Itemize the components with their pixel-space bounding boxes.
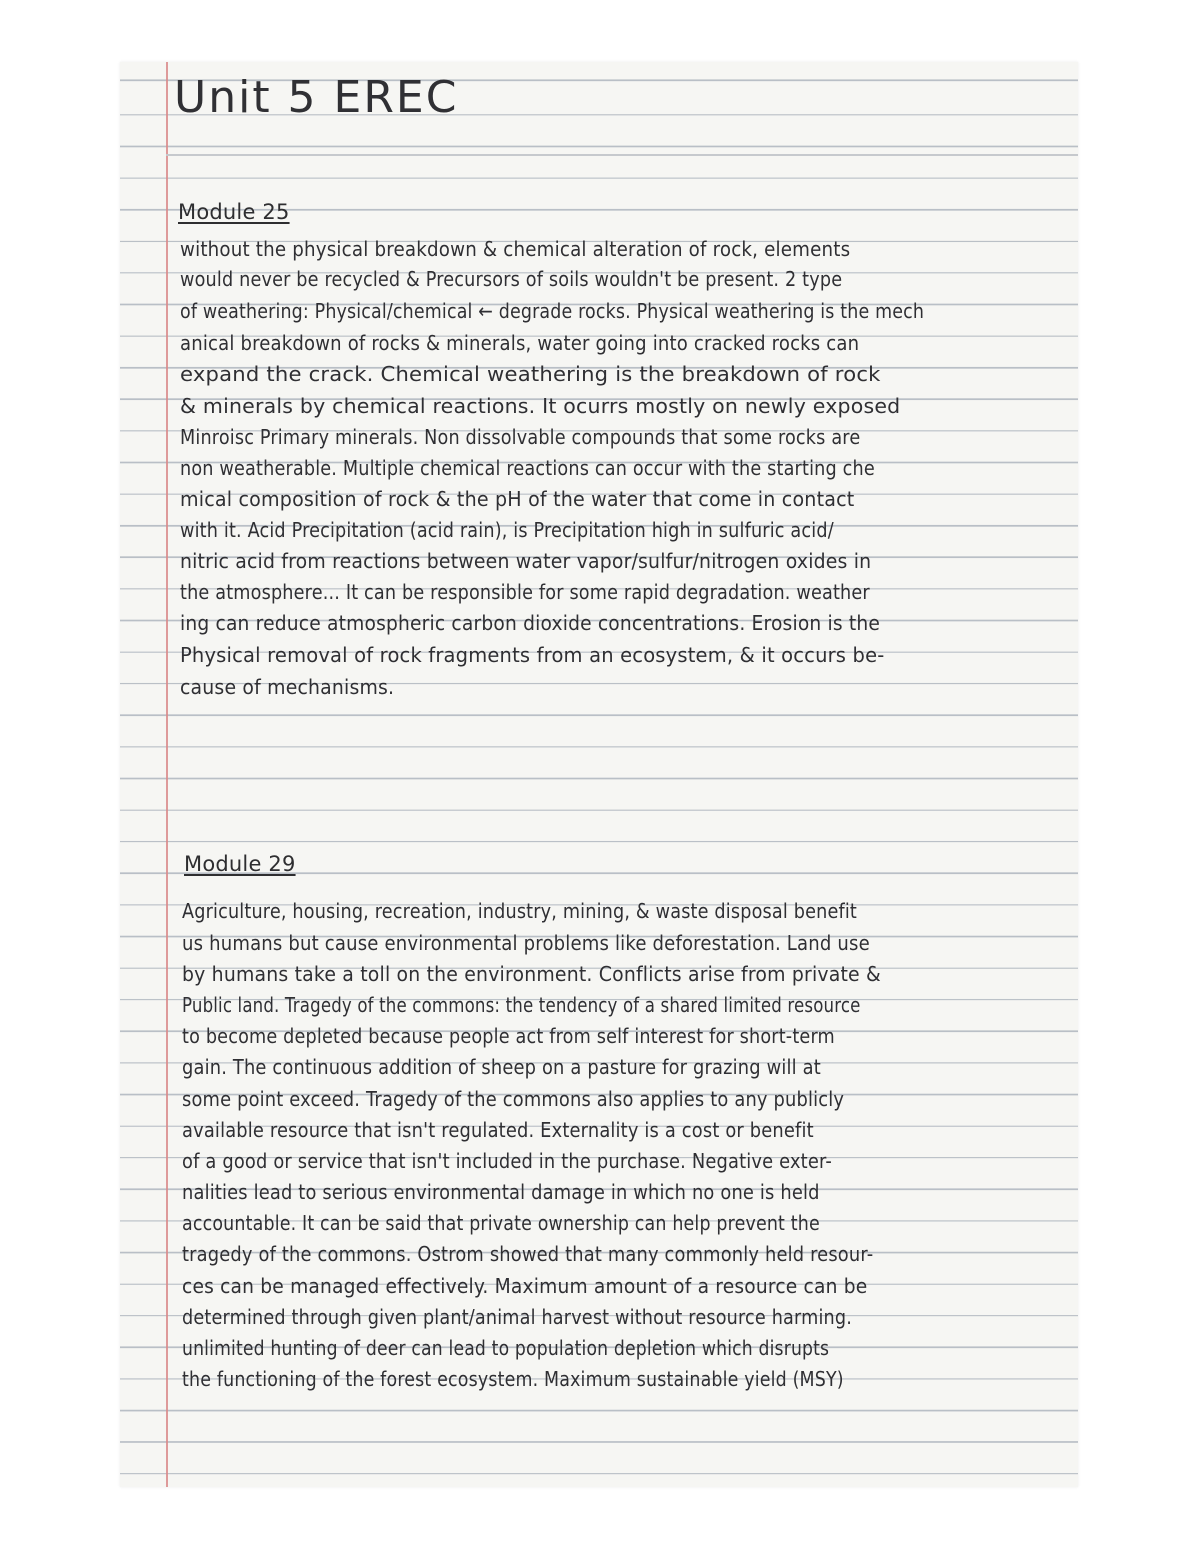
module-29-line: some point exceed. Tragedy of the commons also applies to any publicly <box>182 1087 845 1111</box>
module-29-line: by humans take a toll on the environment. Conflicts arise from private & <box>182 962 881 986</box>
module-25-line: without the physical breakdown & chemical alteration of rock, elements <box>180 237 851 261</box>
module-29-line: of a good or service that isn't included in the purchase. Negative exter- <box>182 1149 832 1173</box>
module-29-line: unlimited hunting of deer can lead to population depletion which disrupts <box>182 1336 830 1360</box>
module-29-line: to become depleted because people act from self interest for short-term <box>182 1024 835 1048</box>
module-25-line: & minerals by chemical reactions. It ocurrs mostly on newly exposed <box>180 394 901 418</box>
header-divider <box>166 154 1078 156</box>
module-25-line: the atmosphere... It can be responsible for some rapid degradation. weather <box>180 580 870 604</box>
notebook-page <box>120 62 1078 1487</box>
module-29-line: ces can be managed effectively. Maximum amount of a resource can be <box>182 1274 868 1298</box>
module-29-line: gain. The continuous addition of sheep on a pasture for grazing will at <box>182 1055 821 1079</box>
module-25-line: nitric acid from reactions between water vapor/sulfur/nitrogen oxides in <box>180 549 872 573</box>
module-25-line: Minroisc Primary minerals. Non dissolvable compounds that some rocks are <box>180 425 861 449</box>
module-29-line: us humans but cause environmental problems like deforestation. Land use <box>182 931 870 955</box>
module-25-line: expand the crack. Chemical weathering is the breakdown of rock <box>180 362 881 386</box>
module-25-line: anical breakdown of rocks & minerals, water going into cracked rocks can <box>180 331 860 355</box>
module-25-line: mical composition of rock & the pH of the water that come in contact <box>180 487 855 511</box>
module-29-heading: Module 29 <box>184 852 296 876</box>
module-29-line: Public land. Tragedy of the commons: the tendency of a shared limited resource <box>182 993 861 1017</box>
module-25-line: with it. Acid Precipitation (acid rain), is Precipitation high in sulfuric acid/ <box>180 518 834 542</box>
module-29-line: nalities lead to serious environmental damage in which no one is held <box>182 1180 820 1204</box>
module-25-line: non weatherable. Multiple chemical reactions can occur with the starting che <box>180 456 875 480</box>
module-25-line: Physical removal of rock fragments from an ecosystem, & it occurs be- <box>180 643 885 667</box>
module-29-line: tragedy of the commons. Ostrom showed that many commonly held resour- <box>182 1242 874 1266</box>
module-29-line: determined through given plant/animal harvest without resource harming. <box>182 1305 853 1329</box>
page-title: Unit 5 EREC <box>174 72 459 123</box>
red-margin-line <box>166 62 168 1487</box>
module-29-line: Agriculture, housing, recreation, industry, mining, & waste disposal benefit <box>182 899 858 923</box>
module-25-line: of weathering: Physical/chemical ← degrade rocks. Physical weathering is the mech <box>180 299 925 323</box>
module-25-line: cause of mechanisms. <box>180 675 395 699</box>
module-29-line: available resource that isn't regulated. Externality is a cost or benefit <box>182 1118 814 1142</box>
module-25-line: ing can reduce atmospheric carbon dioxide concentrations. Erosion is the <box>180 611 881 635</box>
module-29-line: accountable. It can be said that private ownership can help prevent the <box>182 1211 820 1235</box>
module-25-line: would never be recycled & Precursors of soils wouldn't be present. 2 type <box>180 267 843 291</box>
module-29-line: the functioning of the forest ecosystem. Maximum sustainable yield (MSY) <box>182 1367 844 1391</box>
module-25-heading: Module 25 <box>178 200 290 224</box>
